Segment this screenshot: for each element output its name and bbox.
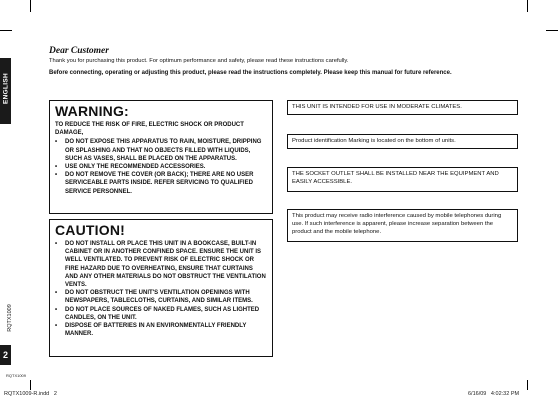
list-item: • DO NOT REMOVE THE COVER (OR BACK); THERE ARE NO USER SERVICEABLE PARTS INSIDE. REFER SERVICING TO QUALIFIED SERVICE PERSONNEL. <box>55 172 254 195</box>
warning-lead: TO REDUCE THE RISK OF FIRE, ELECTRIC SHOCK OR PRODUCT DAMAGE, <box>55 122 244 137</box>
language-tab <box>0 58 11 124</box>
list-item: • DO NOT PLACE SOURCES OF NAKED FLAMES, SUCH AS LIGHTED CANDLES, ON THE UNIT. <box>55 306 260 321</box>
crop-mark <box>546 30 558 31</box>
crop-mark <box>527 0 528 12</box>
caution-box <box>49 219 273 357</box>
language-label: ENGLISH <box>2 73 10 104</box>
file-name: RQTX1009-R.indd 2 <box>4 391 57 397</box>
greeting: Dear Customer <box>49 46 109 56</box>
climate-notice: THIS UNIT IS INTENDED FOR USE IN MODERATE CLIMATES. <box>287 100 518 115</box>
warning-title: WARNING: <box>55 103 129 119</box>
timestamp: 6/16/09 4:02:32 PM <box>468 391 520 397</box>
caution-title: CAUTION! <box>55 222 126 238</box>
warning-box <box>49 100 273 214</box>
marking-notice: Product identification Marking is located on the bottom of units. <box>287 134 518 149</box>
list-item: • DO NOT OBSTRUCT THE UNIT'S VENTILATION OPENINGS WITH NEWSPAPERS, TABLECLOTHS, CURTAINS, AND SIMILAR ITEMS. <box>55 290 253 305</box>
crop-mark <box>527 380 528 390</box>
crop-mark <box>0 30 12 31</box>
warning-list <box>55 138 267 195</box>
page-number: 2 <box>0 345 11 365</box>
crop-mark <box>30 380 31 390</box>
list-item: • DO NOT EXPOSE THIS APPARATUS TO RAIN, MOISTURE, DRIPPING OR SPLASHING AND THAT NO OBJECTS FILLED WITH LIQUIDS, SUCH AS VASES, SHALL BE PLACED ON THE APPARATUS. <box>55 139 262 162</box>
crop-mark <box>30 0 31 12</box>
model-code: RQTX1009 <box>7 304 13 332</box>
socket-notice: THE SOCKET OUTLET SHALL BE INSTALLED NEAR THE EQUIPMENT AND EASILY ACCESSIBLE. <box>287 167 518 192</box>
list-item: • USE ONLY THE RECOMMENDED ACCESSORIES. <box>55 164 206 171</box>
caution-list <box>55 240 267 338</box>
model-code-small: RQTX1009 <box>6 373 27 378</box>
notice-text: Before connecting, operating or adjusting this product, please read the instructions completely. Please keep this manual for future reference. <box>49 70 452 76</box>
list-item: • DISPOSE OF BATTERIES IN AN ENVIRONMENTALLY FRIENDLY MANNER. <box>55 323 247 338</box>
interference-notice: This product may receive radio interference caused by mobile telephones during use. If such interference is apparent, please increase separation between the product and the mobile telephone. <box>287 209 518 242</box>
list-item: • DO NOT INSTALL OR PLACE THIS UNIT IN A BOOKCASE, BUILT-IN CABINET OR IN ANOTHER CONFINED SPACE. ENSURE THE UNIT IS WELL VENTILATED. TO PREVENT RISK OF ELECTRIC SHOCK OR FIRE HAZARD DUE TO OVERHEATING, ENSURE THAT CURTAINS AND ANY OTHER MATERIALS DO NOT OBSTRUCT THE VENTILATION VENTS. <box>55 241 266 289</box>
thanks-text: Thank you for purchasing this product. For optimum performance and safety, please read these instructions carefully. <box>49 58 349 64</box>
